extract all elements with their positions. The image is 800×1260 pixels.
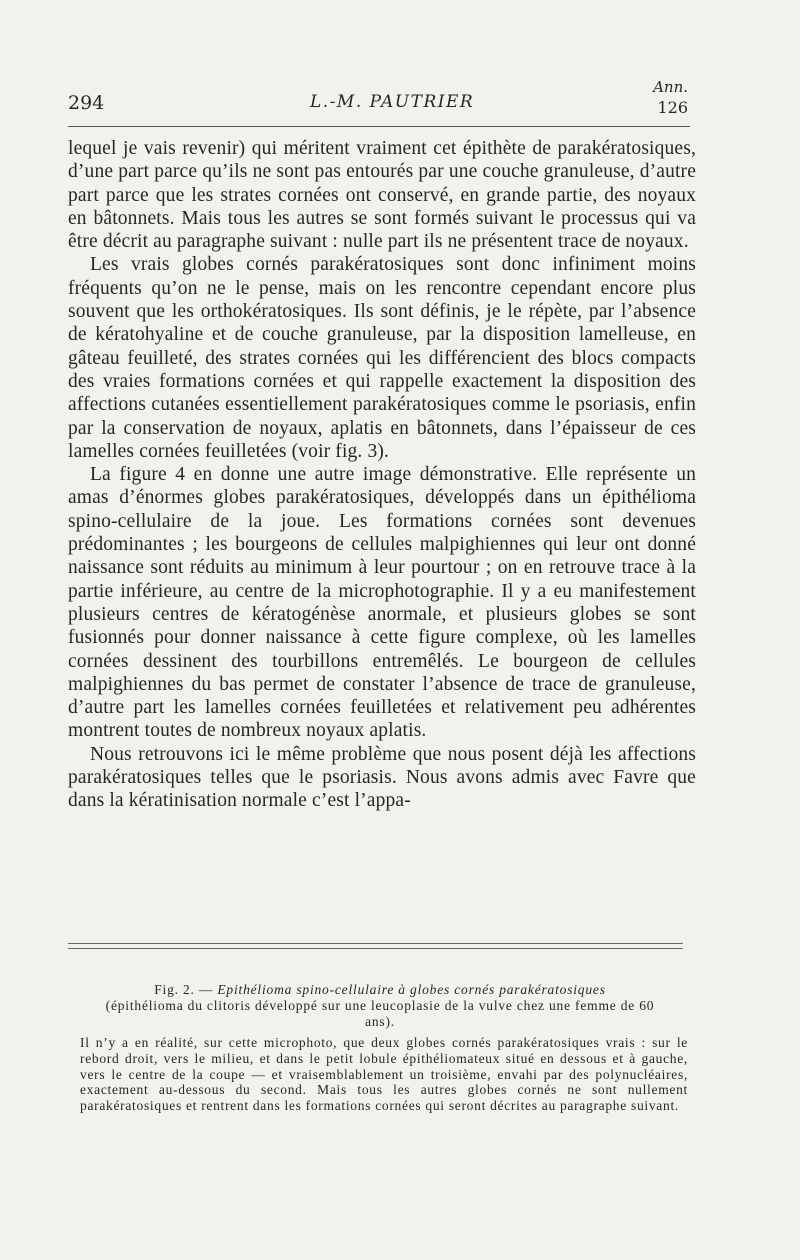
paragraph: La figure 4 en donne une autre image démonstrative. Elle représente un amas d’énormes globes parakératosiques, développés dans un épithélioma spino-cellulaire de la joue. Les formations cornées sont devenues prédominantes ; les bourgeons de cellules malpighiennes qui leur ont donné naissance sont réduits au minimum à leur pourtour ; on en retrouve trace à la partie inférieure, au centre de la microphotographie. Il y a eu manifestement plusieurs centres de kératogénèse anormale, et plusieurs globes se sont fusionnés pour donner naissance à cette figure complexe, où les lamelles cornées dessinent des tourbillons entremêlés. Le bourgeon de cellules malpighiennes du bas permet de constater l’absence de trace de granuleuse, d’autre part les lamelles cornées feuilletées et relativement peu adhérentes montrent toutes de nombreux noyaux aplatis.: [68, 464, 696, 742]
paragraph: Nous retrouvons ici le même problème que nous posent déjà les affections parakératosiques telles que le psoriasis. Nous avons admis avec Favre que dans la kératinisation normale c’est l’appa-: [68, 743, 696, 812]
caption-title: Epithélioma spino-cellulaire à globes cornés parakératosiques: [217, 982, 606, 997]
caption-label: Fig. 2. —: [154, 982, 218, 997]
paragraph: Les vrais globes cornés parakératosiques sont donc infiniment moins fréquents qu’on ne le pense, mais on les rencontre cependant encore plus souvent que les orthokératosiques. Ils sont définis, je le répète, par l’absence de kératohyaline et de couche granuleuse, par la disposition lamelleuse, en gâteau feuilleté, des strates cornées qui les différencient des blocs compacts des vraies formations cornées et qui rappelle exactement la disposition des affections cutanées essentiellement parakératosiques comme le psoriasis, enfin par la conservation de noyaux, aplatis en bâtonnets, dans l’épaisseur de ces lamelles cornées feuilletées (voir fig. 3).: [68, 254, 696, 462]
figure-placeholder-rule: [68, 943, 683, 949]
figure-note: Il n’y a en réalité, sur cette microphoto, que deux globes cornés parakératosiques vrais : sur le rebord droit, vers le milieu, et dans le petit lobule épithéliomateux situé en dessous et à gauche, vers le centre de la coupe — et vraisemblablement un troisième, envahi par des polynucléaires, exactement au-dessous du second. Mais tous les autres globes cornés ne sont nullement parakératosiques et rentrent dans les formations cornées qui seront décrites au paragraphe suivant.: [80, 1035, 688, 1114]
running-head-author: L.-M. PAUTRIER: [310, 92, 475, 112]
figure-caption: [100, 982, 660, 1030]
header-rule: [68, 126, 690, 127]
page-number: 294: [68, 92, 105, 114]
running-header: [68, 78, 688, 122]
volume-number: 126: [657, 98, 688, 117]
paragraph: lequel je vais revenir) qui méritent vraiment cet épithète de parakératosiques, d’une part parce qu’ils ne sont pas entourés par une couche granuleuse, d’autre part parce que les strates cornées ont conservé, en grande partie, des noyaux en bâtonnets. Mais tous les autres se sont formés suivant le processus qui va être décrit au paragraphe suivant : nulle part ils ne présentent trace de noyaux.: [68, 138, 696, 253]
caption-detail: (épithélioma du clitoris développé sur une leucoplasie de la vulve chez une femme de 60 ans).: [105, 998, 655, 1029]
body-text: [68, 137, 696, 813]
journal-abbrev: Ann.: [653, 78, 688, 96]
